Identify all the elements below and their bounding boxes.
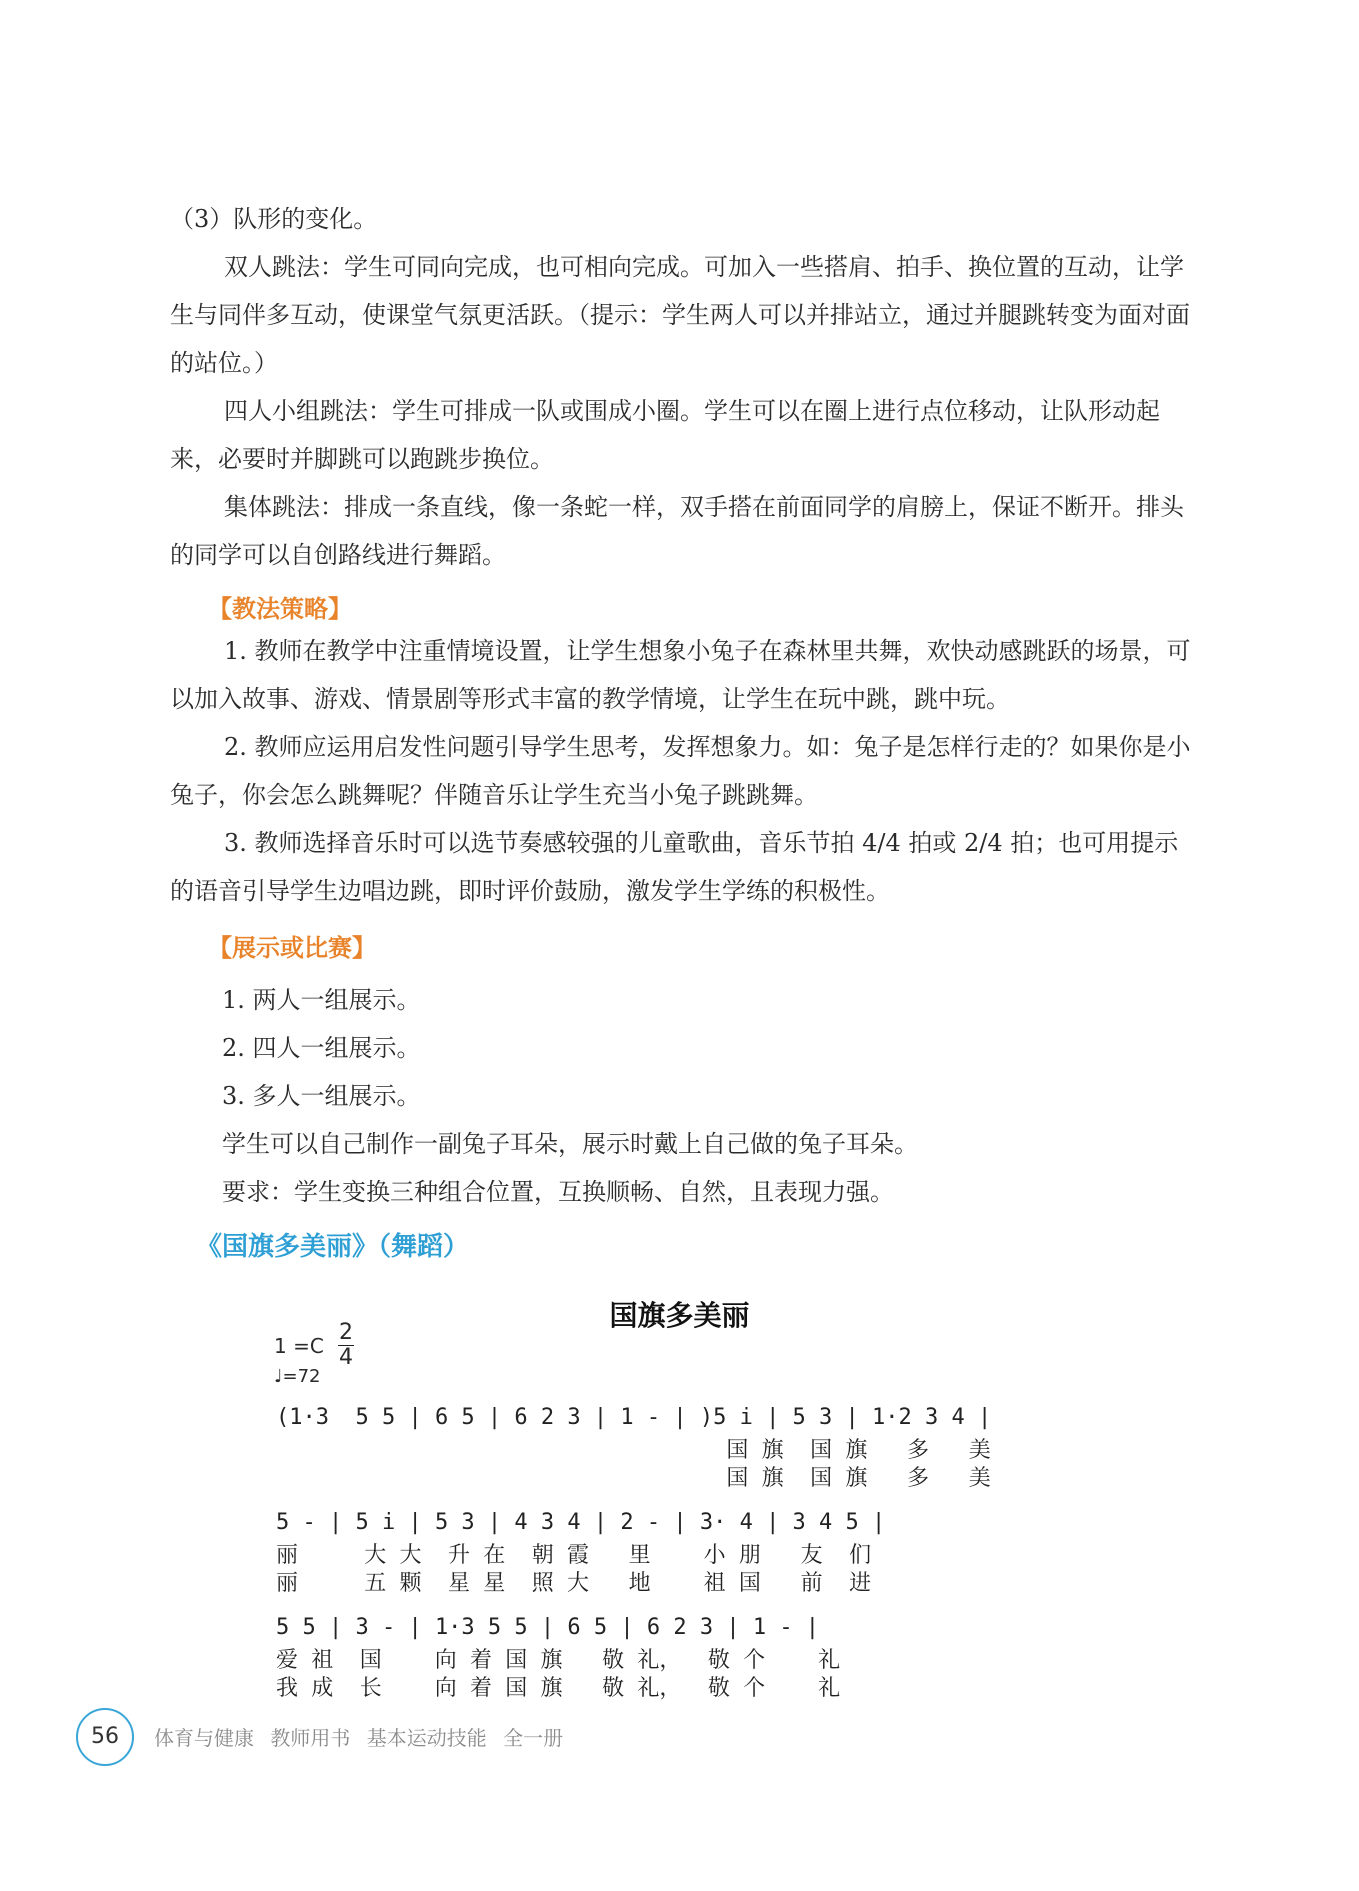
score-row-2-notes: 5 - | 5 i | 5 3 | 4 3 4 | 2 - | 3· 4 | 3 4 5 |	[276, 1510, 886, 1535]
score-row-3-notes: 5 5 | 3 - | 1·3 5 5 | 6 5 | 6 2 3 | 1 - |	[276, 1615, 820, 1640]
key-signature: 1 =C	[274, 1334, 324, 1358]
showcase-requirement: 要求：学生变换三种组合位置，互换顺畅、自然，且表现力强。	[222, 1178, 894, 1206]
paragraph-collective-jump: 集体跳法：排成一条直线，像一条蛇一样，双手搭在前面同学的肩膀上，保证不断开。排头的同学可以自创路线进行舞蹈。	[170, 493, 1184, 569]
strategy-heading: 【教法策略】	[208, 595, 352, 623]
score-row-1-notes: (1·3 5 5 | 6 5 | 6 2 3 | 1 - | )5 i | 5 3 | 1·2 3 4 |	[276, 1405, 992, 1430]
paragraph-pair-jump: 双人跳法：学生可同向完成，也可相向完成。可加入一些搭肩、拍手、换位置的互动，让学生与同伴多互动，使课堂气氛更活跃。（提示：学生两人可以并排站立，通过并腿跳转变为面对面的站位。）	[170, 253, 1190, 377]
showcase-heading: 【展示或比赛】	[208, 934, 376, 962]
score-row-3-lyric-1: 爱 祖 国 向 着 国 旗 敬 礼， 敬 个 礼	[276, 1648, 841, 1673]
strategy-item-3: 3. 教师选择音乐时可以选节奏感较强的儿童歌曲，音乐节拍 4/4 拍或 2/4 拍；也可用提示的语音引导学生边唱边跳，即时评价鼓励，激发学生学练的积极性。	[170, 829, 1179, 905]
score-row-2-lyric-1: 丽 大 大 升 在 朝 霞 里 小 朋 友 们	[276, 1543, 872, 1568]
showcase-item-2: 2. 四人一组展示。	[222, 1034, 421, 1062]
tempo-marking: ♩=72	[274, 1366, 321, 1387]
score-row-2-lyric-2: 丽 五 颗 星 星 照 大 地 祖 国 前 进	[276, 1571, 872, 1596]
section-title: 《国旗多美丽》（舞蹈）	[196, 1232, 470, 1262]
showcase-note: 学生可以自己制作一副兔子耳朵，展示时戴上自己做的兔子耳朵。	[222, 1130, 918, 1158]
time-signature	[338, 1322, 354, 1369]
showcase-item-3: 3. 多人一组展示。	[222, 1082, 421, 1110]
score-row-3-lyric-2: 我 成 长 向 着 国 旗 敬 礼， 敬 个 礼	[276, 1676, 841, 1701]
page-number: 56	[76, 1708, 134, 1766]
strategy-item-1: 1. 教师在教学中注重情境设置，让学生想象小兔子在森林里共舞，欢快动感跳跃的场景，可以加入故事、游戏、情景剧等形式丰富的教学情境，让学生在玩中跳，跳中玩。	[170, 637, 1191, 713]
song-title: 国旗多美丽	[609, 1299, 750, 1332]
time-signature-top: 2	[339, 1320, 353, 1345]
time-signature-bottom: 4	[339, 1345, 353, 1370]
paragraph-group-jump: 四人小组跳法：学生可排成一队或围成小圈。学生可以在圈上进行点位移动，让队形动起来，必要时并脚跳可以跑跳步换位。	[170, 397, 1160, 473]
footer-book-title: 体育与健康 教师用书 基本运动技能 全一册	[154, 1726, 564, 1750]
showcase-item-1: 1. 两人一组展示。	[222, 986, 421, 1014]
score-row-1-lyric-2: 国 旗 国 旗 多 美	[276, 1466, 991, 1491]
sub-heading-formation: （3）队形的变化。	[170, 205, 378, 233]
score-row-1-lyric-1: 国 旗 国 旗 多 美	[276, 1438, 991, 1463]
strategy-item-2: 2. 教师应运用启发性问题引导学生思考，发挥想象力。如：兔子是怎样行走的？如果你是小兔子，你会怎么跳舞呢？伴随音乐让学生充当小兔子跳跳舞。	[170, 733, 1191, 809]
